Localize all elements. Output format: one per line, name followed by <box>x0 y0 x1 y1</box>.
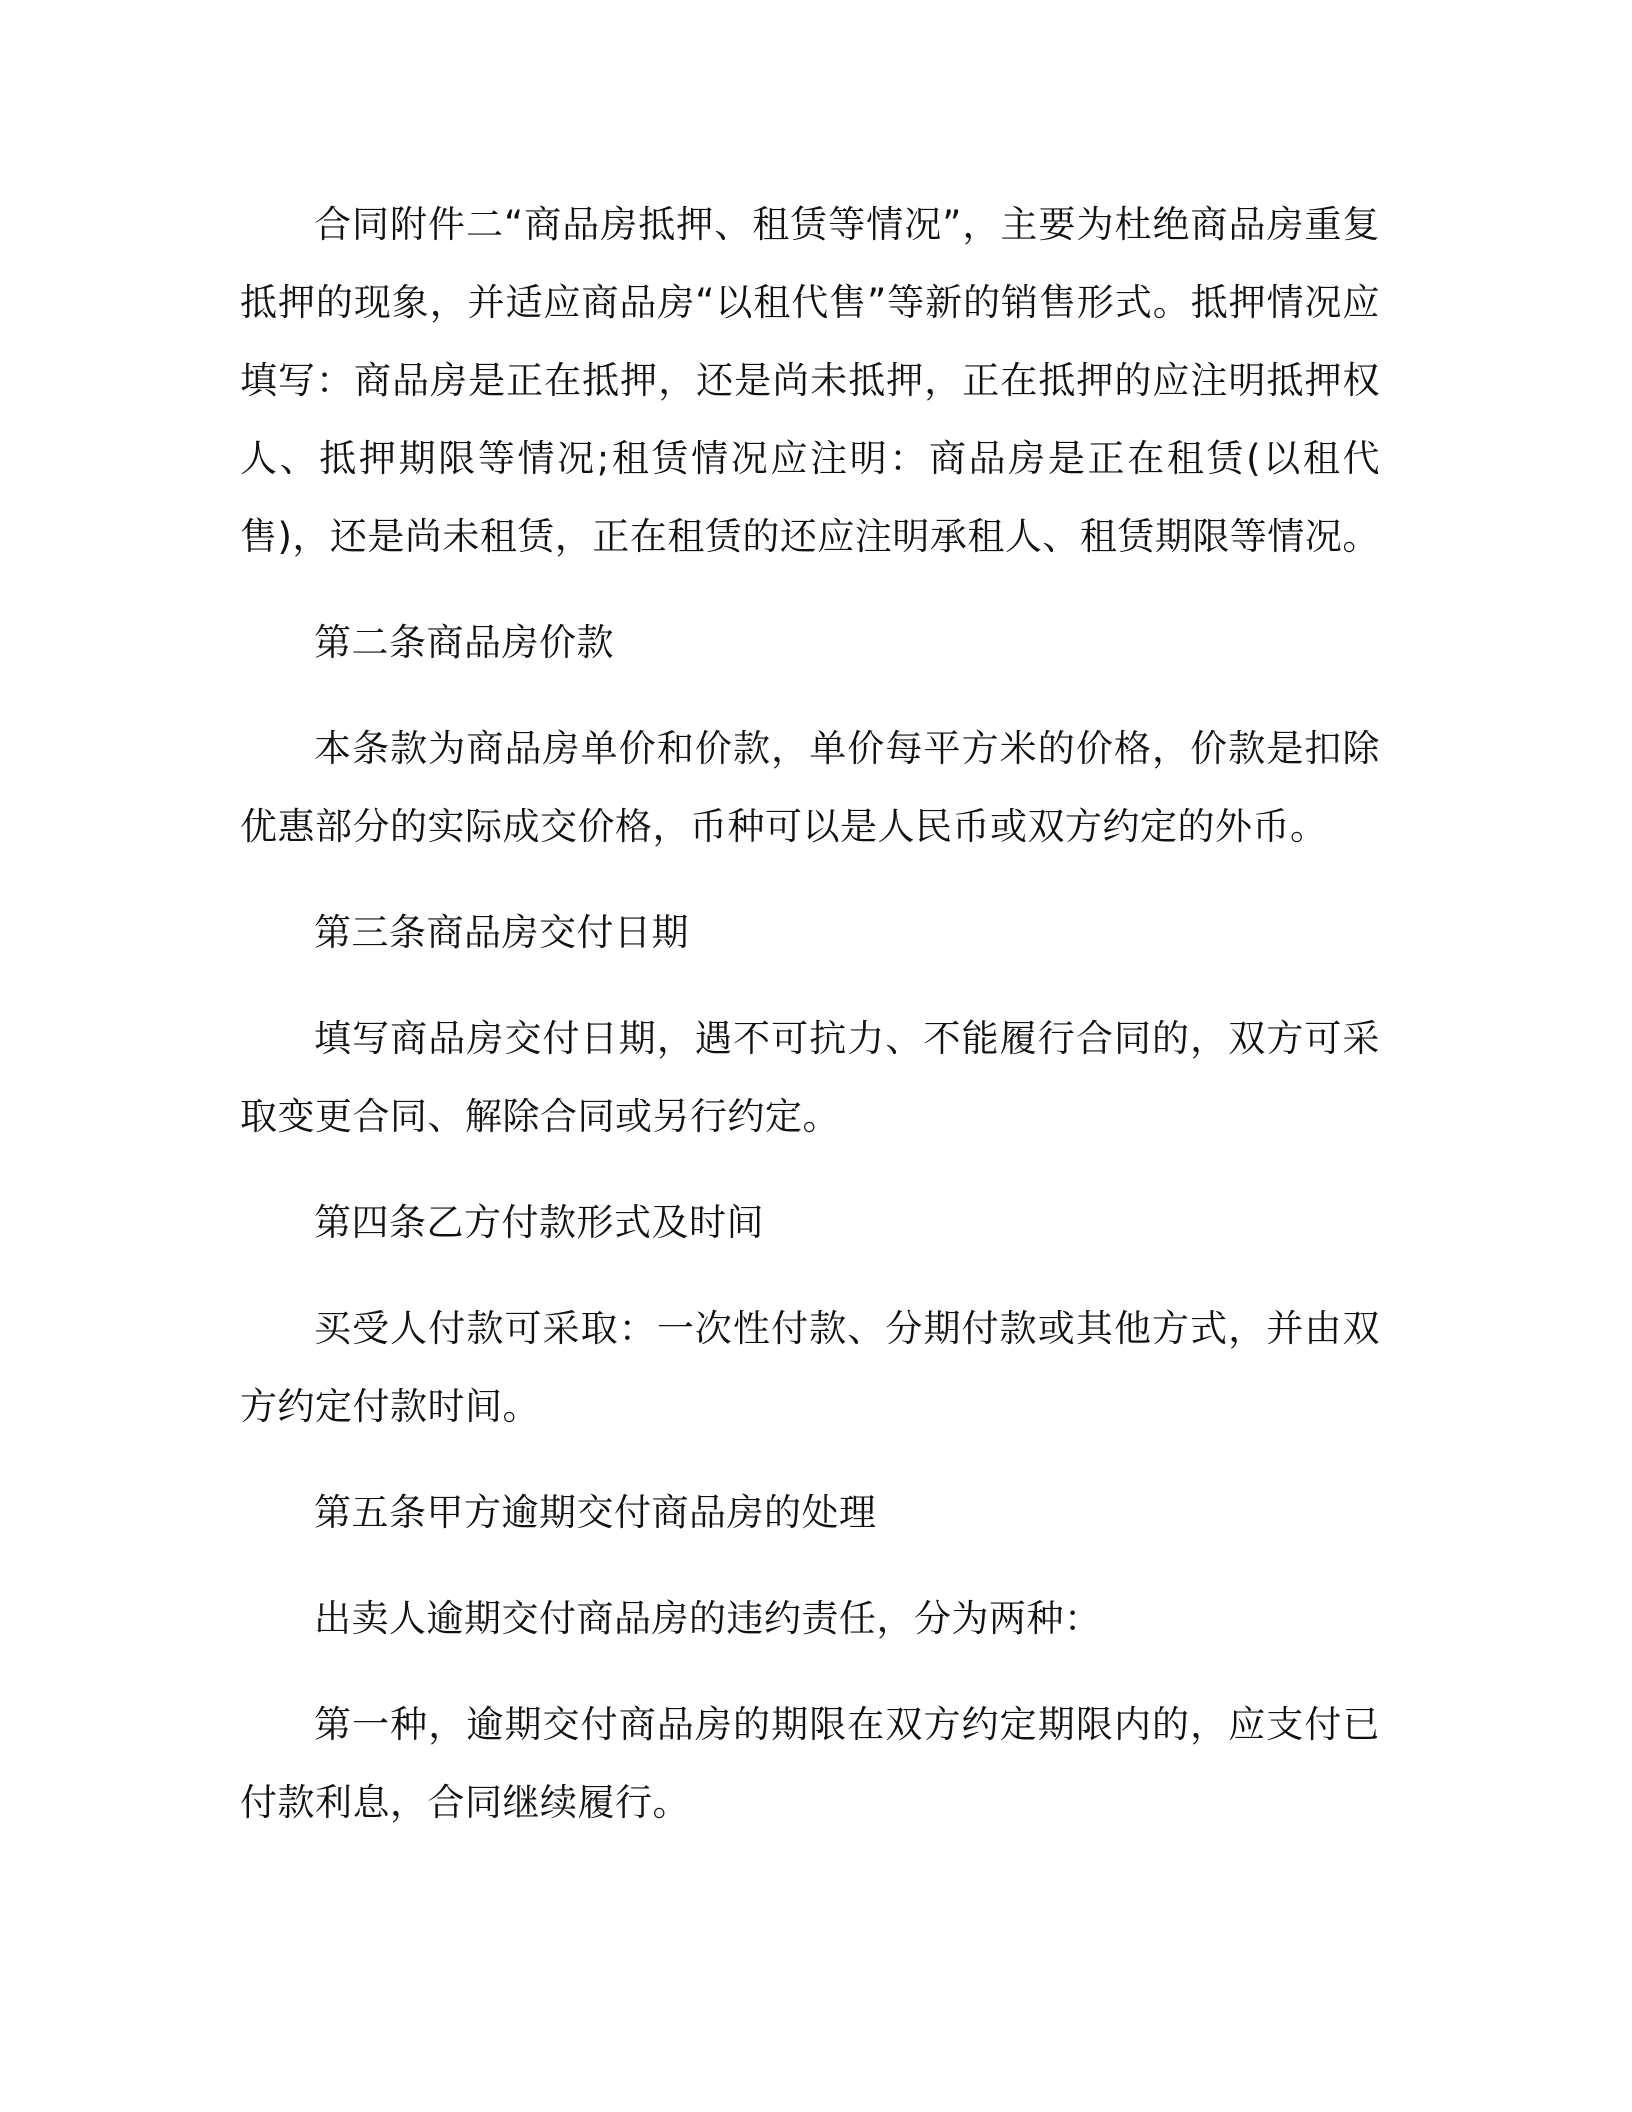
paragraph-article-two: 本条款为商品房单价和价款，单价每平方米的价格，价款是扣除优惠部分的实际成交价格，币种可以是人民币或双方约定的外币。 <box>240 727 1380 848</box>
heading-article-five: 第五条甲方逾期交付商品房的处理 <box>314 1491 877 1534</box>
paragraph-article-three: 填写商品房交付日期，遇不可抗力、不能履行合同的，双方可采取变更合同、解除合同或另行约定。 <box>240 1017 1380 1138</box>
heading-article-two: 第二条商品房价款 <box>314 621 614 664</box>
paragraph-article-five-intro: 出卖人逾期交付商品房的违约责任，分为两种： <box>314 1597 1102 1640</box>
heading-article-three: 第三条商品房交付日期 <box>314 911 689 954</box>
paragraph-article-five-first: 第一种，逾期交付商品房的期限在双方约定期限内的，应支付已付款利息，合同继续履行。 <box>240 1703 1380 1824</box>
paragraph-attachment-two: 合同附件二“商品房抵押、租赁等情况”，主要为杜绝商品房重复抵押的现象，并适应商品房“以租代售”等新的销售形式。抵押情况应填写：商品房是正在抵押，还是尚未抵押，正在抵押的应注明抵押权人、抵押期限等情况;租赁情况应注明：商品房是正在租赁(以租代售)，还是尚未租赁，正在租赁的还应注明承租人、租赁期限等情况。 <box>240 203 1380 558</box>
heading-article-four: 第四条乙方付款形式及时间 <box>314 1201 764 1244</box>
paragraph-article-four: 买受人付款可采取：一次性付款、分期付款或其他方式，并由双方约定付款时间。 <box>240 1307 1380 1428</box>
